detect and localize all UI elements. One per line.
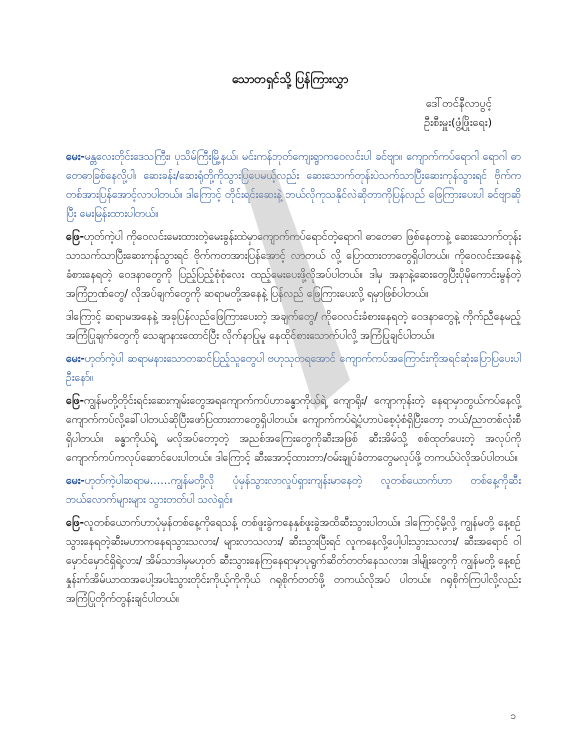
answer-paragraph bbox=[66, 228, 521, 304]
paragraph-text: ဒါကြောင့် ဆရာမအနေနဲ့ အခုပြန်လည်ဖြေကြားပေးတဲ့ အချက်တွေ/ ကိုဝေလင်းခံစားနေရတဲ့ ဝေဒနာတွေနဲ့ ကိုက်ညီနေမည့် အကြံပြုချက်တွေကို သေချာနားထောင်ပြီး လိုက်နာပြုမူ နေထိုင်စားသောက်ပါလို့ အကြံပြုချင်ပါတယ်။ bbox=[66, 311, 521, 342]
question-paragraph bbox=[66, 350, 521, 388]
paragraph-text: မန္တလေးတိုင်းဒေသကြီး၊ ပုသိမ်ကြီးမြို့နယ်၊ မင်းကန်ဘုတ်ကျေးရွာကဝေလင်းပါ ခင်ဗျာ။ ကျောက်ကပ်ရောဂါ ရောဂါ ဓာတေဓာခြစ်နေလို့ပါ၊ ဆေးခန်း/ဆေးရုံတို့ကိုသွားပြပေမယ့်လည်း ဆေးသောက်တုန်းပဲသက်သာပြီးဆေးကုန်သွားရင် ဗိုက်ကတစ်အားပြန်အောင့်လာပါတယ်။ ဒါကြောင့် တိုင်းရင်းဆေးနဲ့ ဘယ်လိုကုသနိုင်လဲဆိုတာကိုပြန်လည် ဖြေကြားပေးပါ ခင်ဗျာဆိုပြီး မေးမြန်းထားပါတယ်။ bbox=[66, 151, 521, 220]
question-paragraph bbox=[66, 148, 521, 224]
document-body bbox=[66, 148, 521, 613]
paragraph-text: ဟုတ်ကဲ့ပါ ကိုဝေလင်းမေးထားတဲ့မေးခွန်းထဲမှာကျောက်ကပ်ရောင်တဲ့ရောဂါ ဓာတေဓာ ဖြစ်နေတာနဲ့ ဆေးသောက်တုန်းသာသက်သာပြီးဆေးကုန်သွားရင် ဗိုက်ကတအားပြန်အောင့် လာတယ် လို့ ပြောထားတာတွေရှိပါတယ်။ ကိုဝေလင်းအနေနဲ့ ခံစားနေရတဲ့ ဝေဒနာတွေကို ပြည့်ပြည့်စုံစုံလေး ထည့်မေးပေးဖို့လိုအပ်ပါတယ်။ ဒါမှ အနာနဲ့ဆေးတွေပြီးပိုမိုကောင်းမွန်တဲ့ အကြံဉာဏ်တွေ/ လိုအပ်ချက်တွေကို ဆရာမတို့အနေနဲ့ ပြန်လည် ဖြေကြားပေးလို့ ရမှာဖြစ်ပါတယ်။ bbox=[66, 231, 521, 300]
paragraph-text: ဟုတ်ကဲ့ပါ ဆရာမနားသောတဆင်ပြည့်သူတွေပါ ဗဟုသုတရအောင် ကျောက်ကပ်အကြောင်းကိုအရင်ဆုံးပြောပြပေးပါဦးနော်။ bbox=[66, 353, 521, 384]
author-name: ဒေါ်တင်နီလာပွင့် bbox=[426, 97, 492, 110]
answer-label: ဖြေ- bbox=[66, 517, 85, 529]
paragraph-text: ကျွန်မတို့တိုင်းရင်းဆေးကျမ်းတွေအရကျောက်ကပ်ဟာခန္ဓာကိုယ်ရဲ့ ကျောရိုး/ ကျောကုန်းတဲ့ နေရာမှာတွယ်ကပ်နေလို့ ကျောက်ကပ်လို့ခေါ်ပါတယ်ဆိုပြီးဖော်ပြထားတာတွေရှိပါတယ်။ ကျောက်ကပ်ရဲ့ပုံဟာပဲစေ့ပုံစံရှိပြီးတော့ ဘယ်/ညာတစ်လုံးစီရှိပါတယ်။ ခန္ဓာကိုယ်ရဲ့ မလိုအပ်တော့တဲ့ အညစ်အကြေးတွေကိုဆီးအဖြစ် ဆီးအိမ်သို့ စစ်ထုတ်ပေးတဲ့ အလုပ်ကို ကျောက်ကပ်ကလုပ်ဆောင်ပေးပါတယ်။ ဒါကြောင့် ဆီးအောင့်ထားတာ/ဝမ်းချုပ်ခံတာတွေမလုပ်ဖို့ တကယ်ပဲလိုအပ်ပါတယ်။ bbox=[66, 395, 521, 464]
answer-label: ဖြေ- bbox=[66, 231, 85, 243]
paragraph-text: လူတစ်ယောက်ဟာပုံမှန်တစ်နေ့ကိုရေသန့် တစ်ဖူးခွဲကနေနှစ်ဖူးခွဲအထိဆီးသွားပါတယ်။ ဒါကြောင့်မို့လို့ ကျွန်မတို့ နေ့စဉ်သွားနေရတဲ့ဆီးမဟာကနေရသွားသလား/ များလာသလား/ ဆီးသွားပြီးရင် လူကနေလို့ပေါ့ပါးသွားသလား/ ဆီးအရောင် ဝါမှောင်မှောင်ရှိရဲ့လား/ အိမ်သာဒါမှမဟုတ် ဆီးသွားနေကြနေရာမှာပုရွက်ဆိတ်တတ်နေသလား။ ဒါမျိုးတွေကို ကျွန်မတို့ နေ့စဉ်နှုန်းက်အိမ်ယာထအပေါ့အပါးသွားတိုင်းကိုယ့်ကိုကိုယ် ဂရုစိုက်တတ်ဖို့ တကယ်လိုအပ် ပါတယ်။ ဂရုစိုက်ကြပါလို့လည်းအကြံပြုတိုက်တွန်းချင်ပါတယ်။ bbox=[66, 517, 521, 605]
question-label: မေး- bbox=[66, 353, 85, 365]
author-organization: ဦးစီးမှူး(ဖွံ့ဖြိုးရေး) bbox=[424, 116, 492, 129]
answer-label: ဖြေ- bbox=[66, 395, 85, 407]
answer-paragraph bbox=[66, 514, 521, 609]
page-number: ၁ bbox=[510, 711, 516, 722]
question-label: မေး- bbox=[66, 151, 85, 163]
document-title: သောတရှင်သို့ ပြန်ကြားလွှာ bbox=[231, 72, 349, 86]
answer-paragraph bbox=[66, 392, 521, 468]
question-paragraph bbox=[66, 472, 521, 510]
answer-paragraph bbox=[66, 308, 521, 346]
paragraph-text: ဟုတ်ကဲ့ပါဆရာမ……ကျွန်မတို့လို ပုံမှန်သွားလာလှုပ်ရှားကျန်းမာနေတဲ့ လူတစ်ယောက်ဟာ တစ်နေ့ကိုဆီးဘယ်လောက်များများ သွားတတ်ပါ သလဲရှင်။ bbox=[66, 475, 521, 506]
question-label: မေး- bbox=[66, 475, 85, 487]
